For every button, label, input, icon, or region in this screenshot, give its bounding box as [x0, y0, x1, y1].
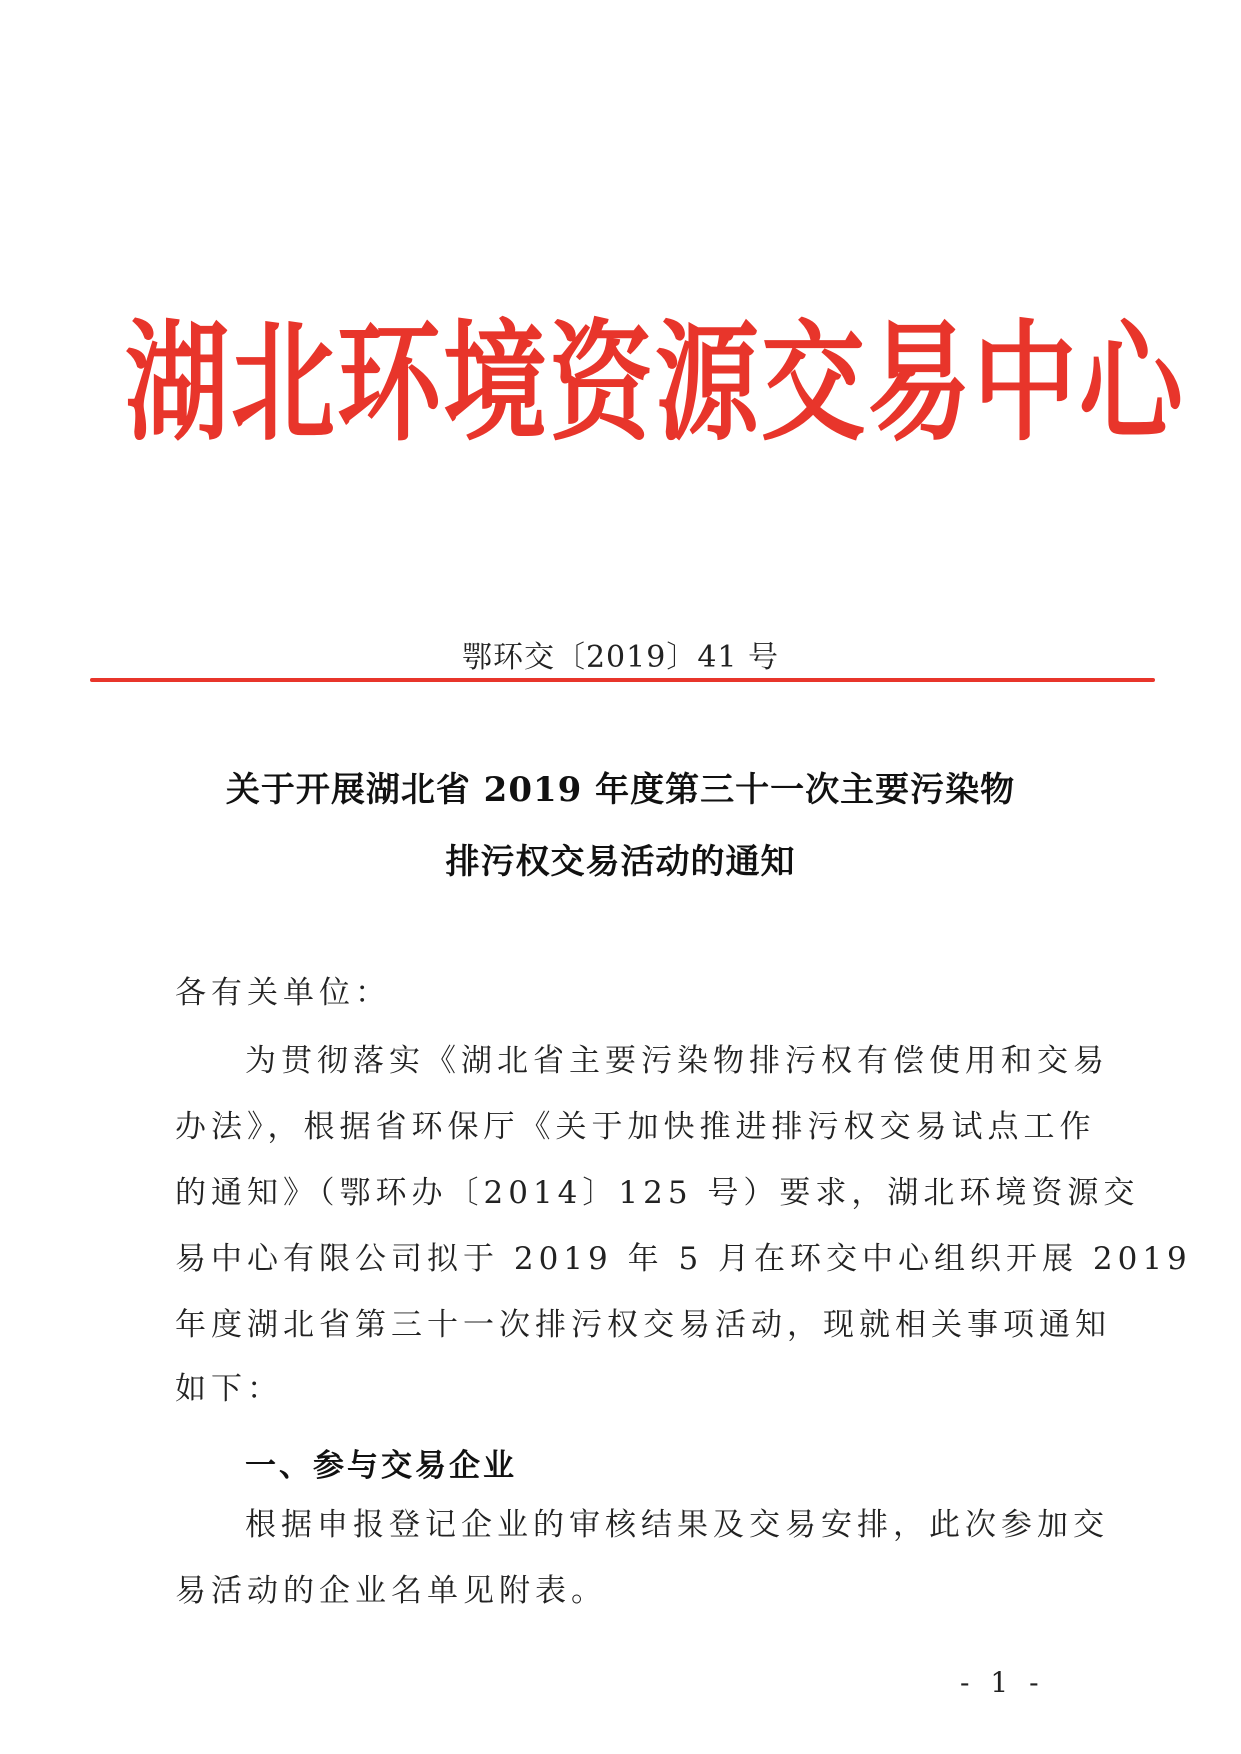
paragraph-1-line-4: 易中心有限公司拟于 2019 年 5 月在环交中心组织开展 2019 — [175, 1241, 1192, 1277]
paragraph-1-line-6: 如下： — [175, 1371, 283, 1407]
red-divider-line — [90, 678, 1155, 682]
paragraph-1-line-3: 的通知》（鄂环办〔2014〕125 号）要求，湖北环境资源交 — [175, 1175, 1140, 1211]
paragraph-1-line-5: 年度湖北省第三十一次排污权交易活动，现就相关事项通知 — [175, 1307, 1111, 1343]
salutation: 各有关单位： — [175, 975, 391, 1011]
document-title-line-1: 关于开展湖北省 2019 年度第三十一次主要污染物 — [225, 770, 1016, 810]
document-number: 鄂环交〔2019〕41 号 — [461, 640, 780, 675]
paragraph-2-line-2: 易活动的企业名单见附表。 — [175, 1573, 607, 1609]
section-1-heading: 一、参与交易企业 — [245, 1448, 517, 1484]
paragraph-2-line-1: 根据申报登记企业的审核结果及交易安排，此次参加交 — [245, 1507, 1109, 1543]
paragraph-1-line-1: 为贯彻落实《湖北省主要污染物排污权有偿使用和交易 — [245, 1043, 1109, 1079]
paragraph-1-line-2: 办法》，根据省环保厅《关于加快推进排污权交易试点工作 — [175, 1109, 1096, 1145]
masthead-org-name: 湖北环境资源交易中心 — [125, 306, 1186, 460]
document-title-line-2: 排污权交易活动的通知 — [445, 842, 796, 882]
page-number: - 1 - — [960, 1666, 1045, 1699]
